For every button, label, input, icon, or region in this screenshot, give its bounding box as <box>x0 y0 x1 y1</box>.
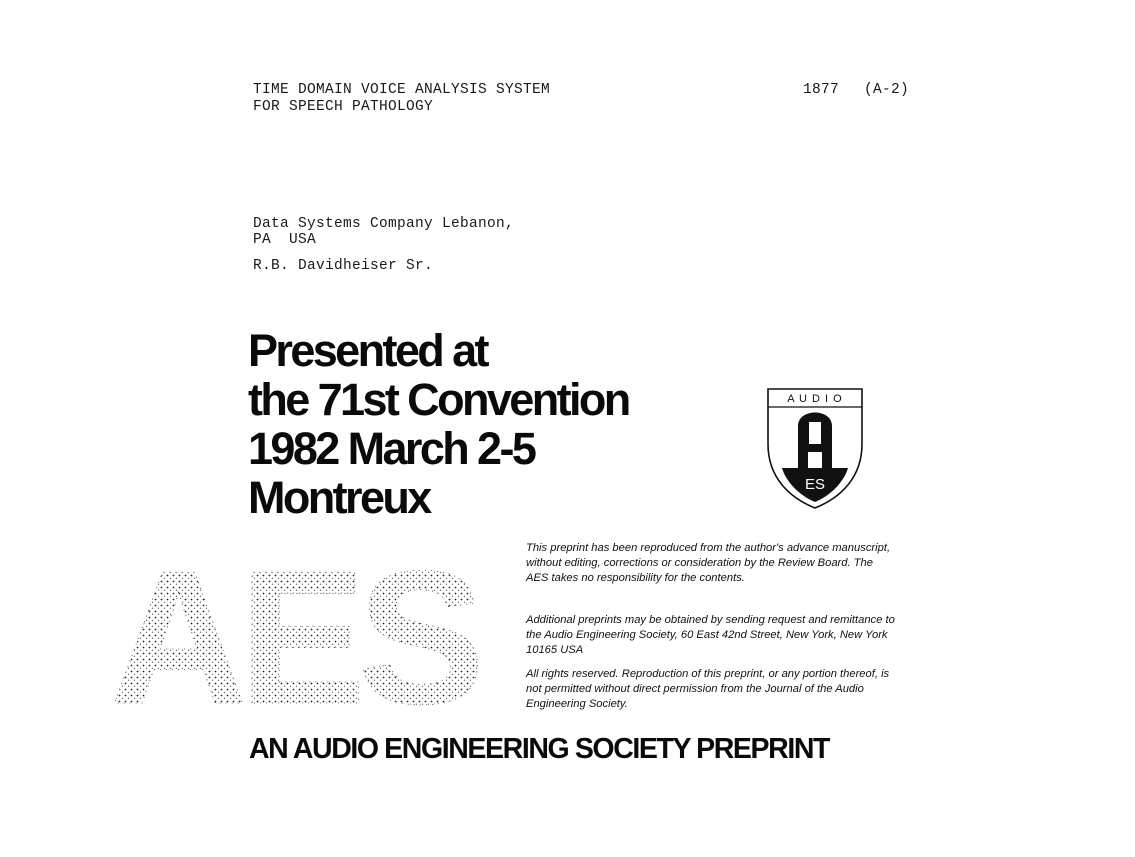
affiliation-line-1: Data Systems Company Lebanon, <box>253 216 515 232</box>
preprint-code: (A-2) <box>864 82 910 98</box>
heading-line-4: Montreux <box>248 472 430 523</box>
presentation-heading <box>248 326 629 522</box>
notice-paragraph-2: Additional preprints may be obtained by sending request and remittance to the Audio Engineering Society, 60 East 42nd Street, New York, New York 10165 USA <box>526 614 895 657</box>
aes-watermark <box>100 538 510 718</box>
footer-preprint-label: AN AUDIO ENGINEERING SOCIETY PREPRINT <box>249 733 830 765</box>
author-name: R.B. Davidheiser Sr. <box>253 258 434 274</box>
preprint-number: 1877 <box>803 82 840 98</box>
notice-paragraph-1: This preprint has been reproduced from the author's advance manuscript, without editing, corrections or consideration by the Review Board. The AES takes no responsibility for the contents. <box>526 542 891 585</box>
heading-line-3: 1982 March 2-5 <box>248 423 535 474</box>
heading-line-1: Presented at <box>248 325 487 376</box>
aes-logo <box>764 386 866 512</box>
logo-bottom-text: ES <box>804 476 826 493</box>
notice-paragraph-3: All rights reserved. Reproduction of this preprint, or any portion thereof, is not permitted without direct permission from the Journal of the Audio Engineering Society. <box>526 668 890 711</box>
paper-title-line-2: FOR SPEECH PATHOLOGY <box>253 99 434 115</box>
affiliation-line-2: PA USA <box>253 232 317 248</box>
logo-top-text: A U D I O <box>787 393 843 405</box>
paper-title-line-1: TIME DOMAIN VOICE ANALYSIS SYSTEM <box>253 82 551 98</box>
watermark-text: AES <box>110 538 477 718</box>
heading-line-2: the 71st Convention <box>248 374 629 425</box>
